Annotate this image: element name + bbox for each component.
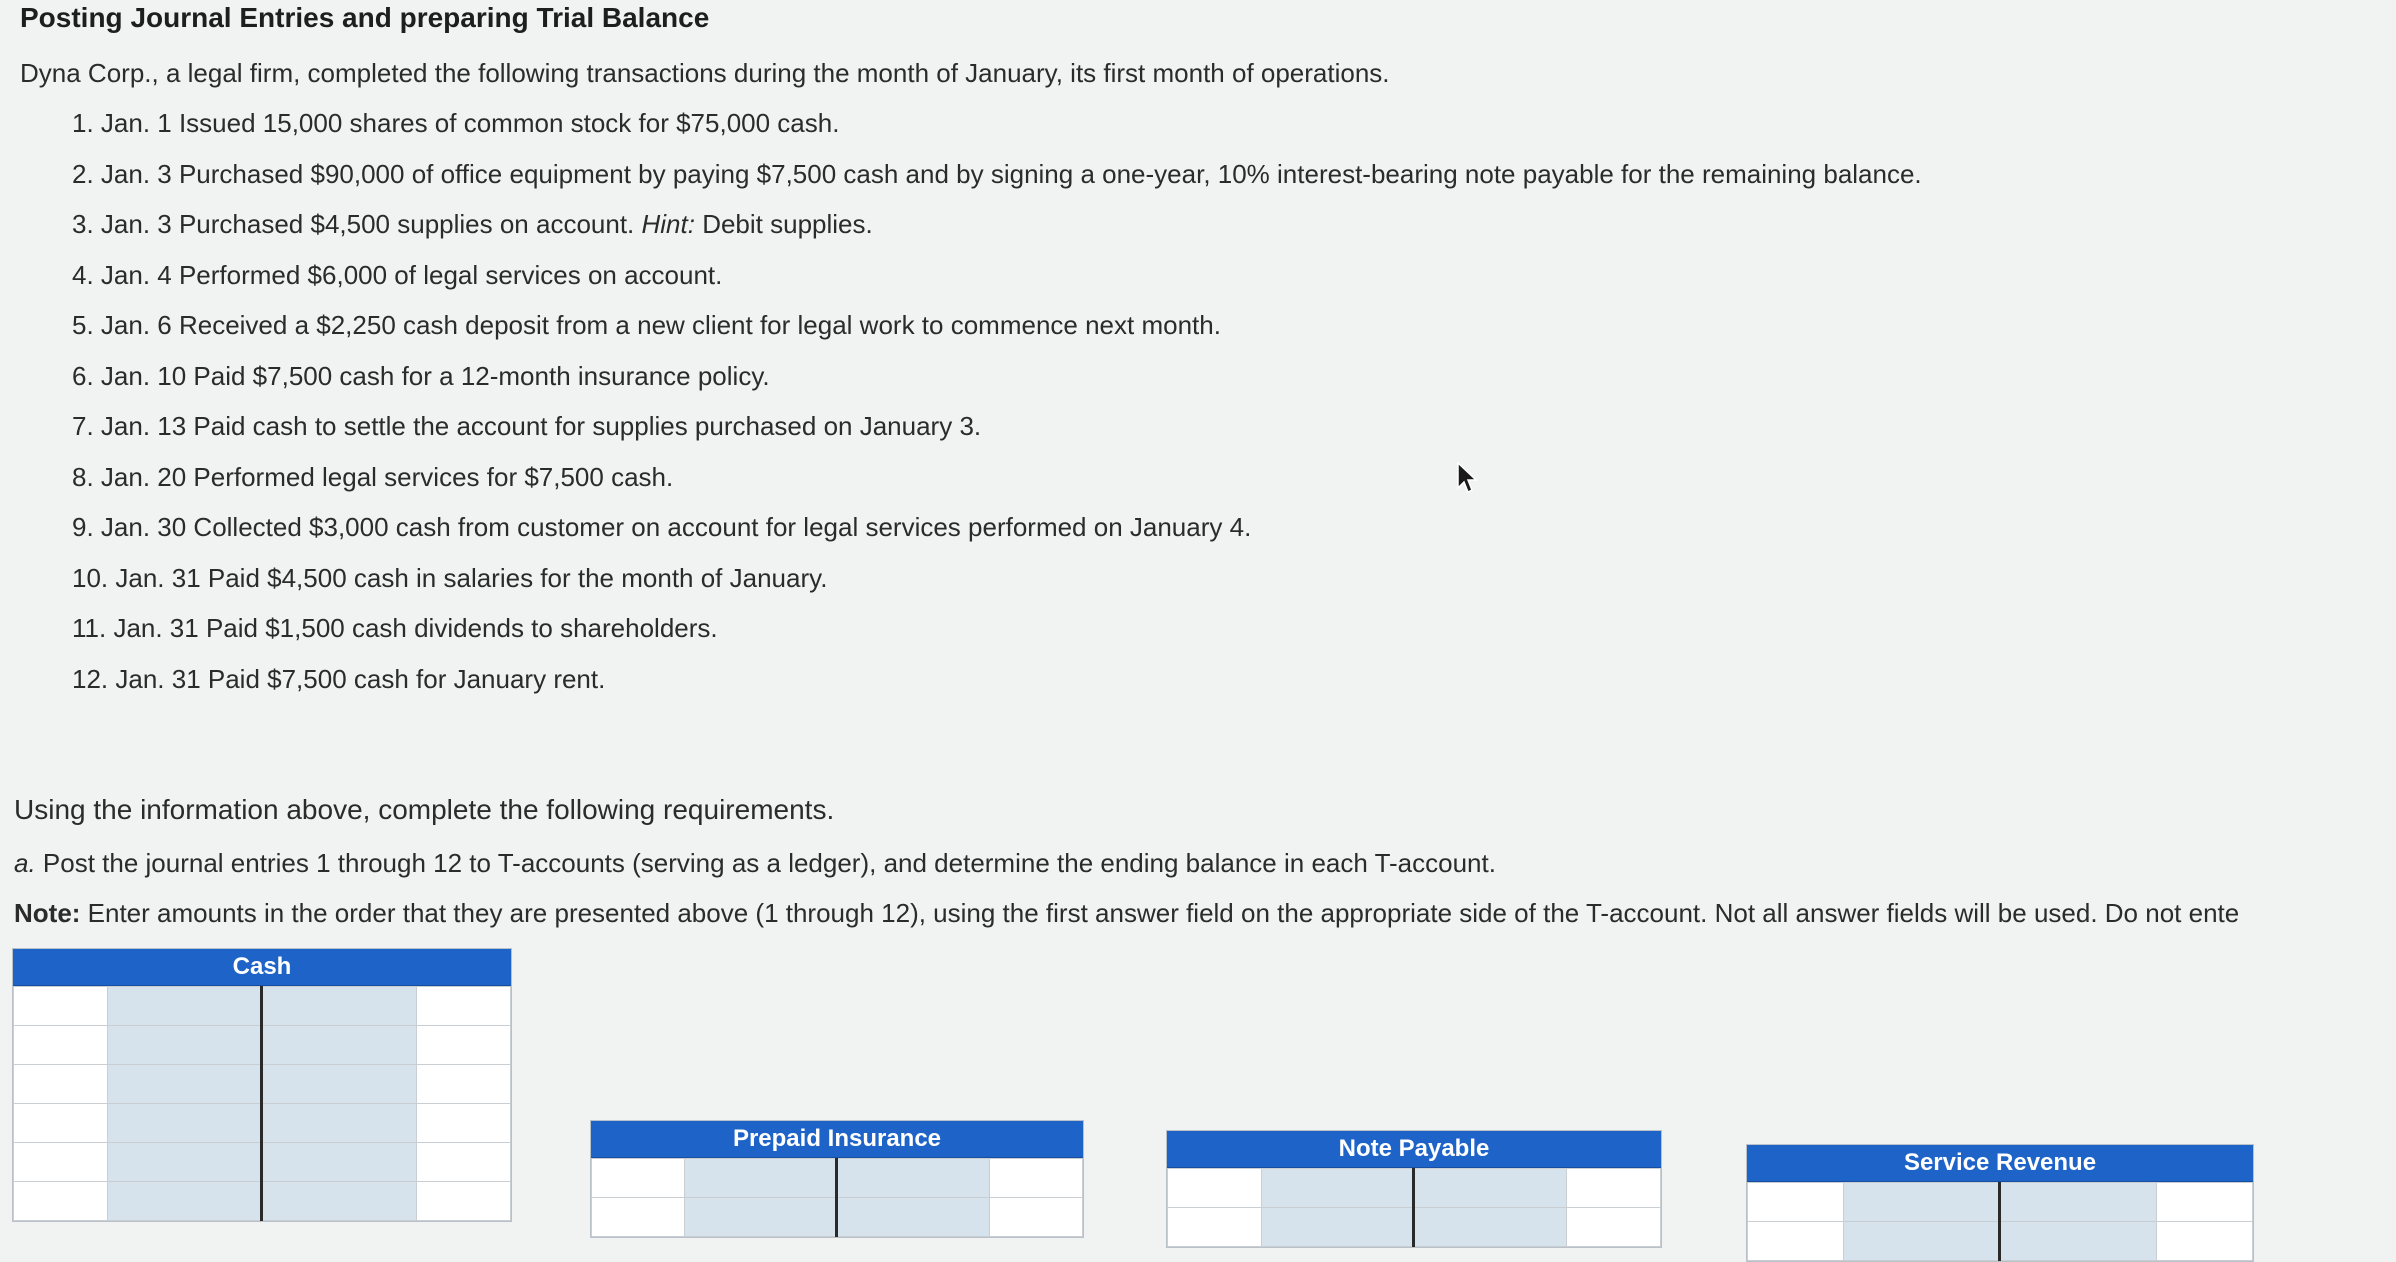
debit-label-field[interactable] <box>14 987 107 1025</box>
credit-amount-field[interactable] <box>2001 1222 2156 1260</box>
t-account-grid <box>13 986 511 1221</box>
debit-amount-field[interactable] <box>685 1198 835 1236</box>
debit-label-field[interactable] <box>14 1143 107 1181</box>
table-row <box>592 1198 1083 1237</box>
credit-label-field[interactable] <box>1567 1169 1660 1207</box>
page-title: Posting Journal Entries and preparing Trial Balance <box>20 2 710 33</box>
debit-amount-field[interactable] <box>108 1143 260 1181</box>
t-account-title: Service Revenue <box>1747 1145 2253 1182</box>
debit-amount-field[interactable] <box>108 1026 260 1064</box>
credit-label-field[interactable] <box>417 1065 510 1103</box>
table-row <box>14 1104 511 1143</box>
list-item: 9. Jan. 30 Collected $3,000 cash from customer on account for legal services performed on January 4. <box>72 512 1252 542</box>
debit-label-field[interactable] <box>592 1198 684 1236</box>
t-account-prepaid-insurance <box>590 1120 1084 1238</box>
debit-label-field[interactable] <box>14 1026 107 1064</box>
list-item: 6. Jan. 10 Paid $7,500 cash for a 12-month insurance policy. <box>72 360 770 391</box>
credit-label-field[interactable] <box>417 1143 510 1181</box>
credit-amount-field[interactable] <box>838 1198 988 1236</box>
credit-label-field[interactable] <box>1567 1208 1660 1246</box>
hint-label: Hint: <box>641 209 695 239</box>
credit-amount-field[interactable] <box>1415 1208 1566 1246</box>
credit-amount-field[interactable] <box>263 987 415 1025</box>
credit-amount-field[interactable] <box>263 1143 415 1181</box>
debit-amount-field[interactable] <box>1262 1169 1413 1207</box>
debit-label-field[interactable] <box>1748 1222 1843 1260</box>
list-item: 5. Jan. 6 Received a $2,250 cash deposit from a new client for legal work to commence next month. <box>72 310 1221 340</box>
t-account-title: Cash <box>13 949 511 986</box>
debit-amount-field[interactable] <box>1844 1183 1999 1221</box>
credit-label-field[interactable] <box>417 1182 510 1220</box>
t-account-service-revenue <box>1746 1144 2254 1262</box>
table-row <box>592 1159 1083 1198</box>
debit-amount-field[interactable] <box>1262 1208 1413 1246</box>
credit-amount-field[interactable] <box>2001 1183 2156 1221</box>
instruction-text: Using the information above, complete the following requirements. <box>14 794 835 825</box>
credit-amount-field[interactable] <box>263 1026 415 1064</box>
debit-label-field[interactable] <box>1168 1208 1261 1246</box>
credit-amount-field[interactable] <box>263 1182 415 1220</box>
list-item: 3. Jan. 3 Purchased $4,500 supplies on account. Hint: Debit supplies. <box>72 209 873 239</box>
table-row <box>1748 1183 2253 1222</box>
list-item: 4. Jan. 4 Performed $6,000 of legal services on account. <box>72 259 723 290</box>
credit-label-field[interactable] <box>417 1104 510 1142</box>
t-account-grid <box>1747 1182 2253 1261</box>
table-row <box>1168 1208 1661 1247</box>
intro-text: Dyna Corp., a legal firm, completed the following transactions during the month of January, its first month of operations. <box>20 58 1390 88</box>
debit-label-field[interactable] <box>1168 1169 1261 1207</box>
table-row <box>1748 1222 2253 1261</box>
credit-label-field[interactable] <box>417 987 510 1025</box>
list-item: 1. Jan. 1 Issued 15,000 shares of common stock for $75,000 cash. <box>72 108 840 138</box>
debit-label-field[interactable] <box>14 1065 107 1103</box>
table-row <box>14 1143 511 1182</box>
list-item: 10. Jan. 31 Paid $4,500 cash in salaries for the month of January. <box>72 562 828 593</box>
t-account-grid <box>591 1158 1083 1237</box>
debit-amount-field[interactable] <box>685 1159 835 1197</box>
debit-amount-field[interactable] <box>1844 1222 1999 1260</box>
debit-amount-field[interactable] <box>108 1065 260 1103</box>
debit-label-field[interactable] <box>14 1182 107 1220</box>
debit-label-field[interactable] <box>592 1159 684 1197</box>
credit-amount-field[interactable] <box>838 1159 988 1197</box>
list-item: 7. Jan. 13 Paid cash to settle the account for supplies purchased on January 3. <box>72 411 982 441</box>
table-row <box>14 1065 511 1104</box>
table-row <box>14 1182 511 1221</box>
credit-label-field[interactable] <box>990 1198 1082 1236</box>
t-account-title: Note Payable <box>1167 1131 1661 1168</box>
debit-label-field[interactable] <box>14 1104 107 1142</box>
credit-label-field[interactable] <box>417 1026 510 1064</box>
t-account-title: Prepaid Insurance <box>591 1121 1083 1158</box>
list-item: 11. Jan. 31 Paid $1,500 cash dividends to shareholders. <box>72 613 718 643</box>
t-account-note-payable <box>1166 1130 1662 1248</box>
debit-amount-field[interactable] <box>108 1104 260 1142</box>
credit-amount-field[interactable] <box>1415 1169 1566 1207</box>
list-item: 12. Jan. 31 Paid $7,500 cash for January rent. <box>72 663 606 694</box>
table-row <box>14 987 511 1026</box>
debit-label-field[interactable] <box>1748 1183 1843 1221</box>
note-text: Note: Enter amounts in the order that they are presented above (1 through 12), using the first answer field on the appropriate side of the T-account. Not all answer fields will be used. Do not ente <box>14 898 2240 928</box>
list-item: 2. Jan. 3 Purchased $90,000 of office equipment by paying $7,500 cash and by signing a one-year, 10% interest-bearing note payable for the remaining balance. <box>72 158 1922 189</box>
credit-label-field[interactable] <box>2157 1183 2252 1221</box>
credit-label-field[interactable] <box>990 1159 1082 1197</box>
credit-label-field[interactable] <box>2157 1222 2252 1260</box>
t-account-cash <box>12 948 512 1222</box>
t-account-grid <box>1167 1168 1661 1247</box>
credit-amount-field[interactable] <box>263 1104 415 1142</box>
debit-amount-field[interactable] <box>108 987 260 1025</box>
list-item: 8. Jan. 20 Performed legal services for $7,500 cash. <box>72 461 674 492</box>
table-row <box>1168 1169 1661 1208</box>
debit-amount-field[interactable] <box>108 1182 260 1220</box>
table-row <box>14 1026 511 1065</box>
requirement-a: a. Post the journal entries 1 through 12 to T-accounts (serving as a ledger), and determine the ending balance in each T-account. <box>14 848 1496 878</box>
mouse-pointer-icon-glyph <box>1456 462 1478 494</box>
credit-amount-field[interactable] <box>263 1065 415 1103</box>
transaction-list <box>72 108 1922 714</box>
